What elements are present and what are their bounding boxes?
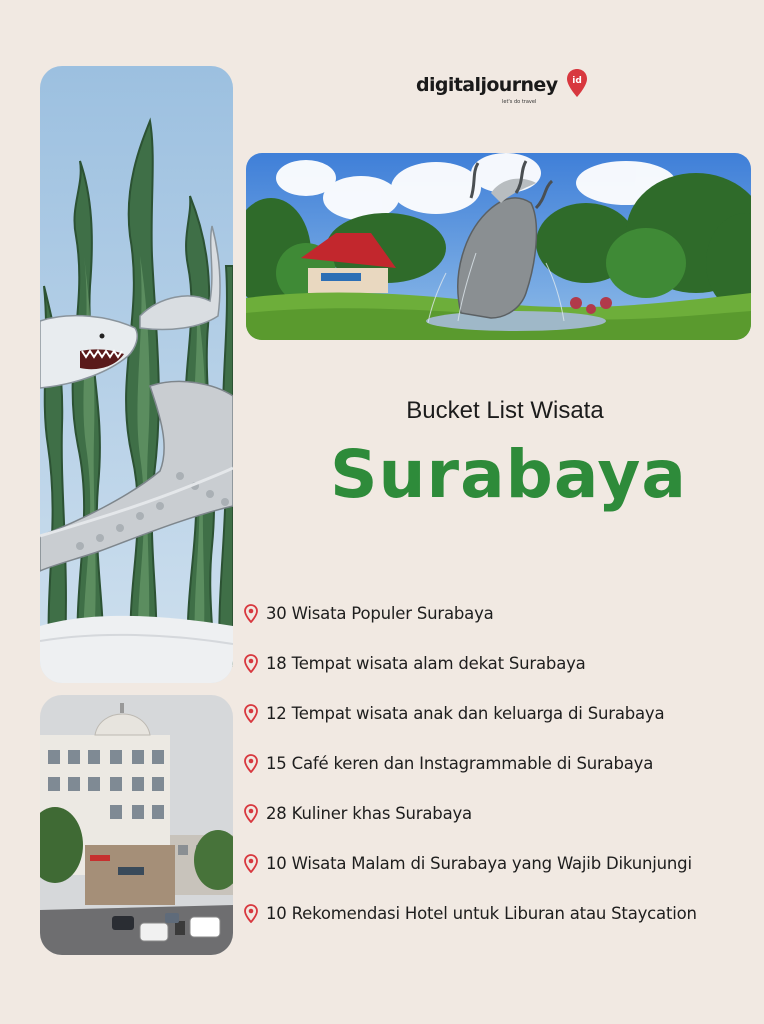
subtitle: Bucket List Wisata [406, 397, 604, 424]
list-item-label: 15 Café keren dan Instagrammable di Surabaya [266, 753, 654, 773]
location-pin-icon [244, 604, 258, 623]
list-item-label: 30 Wisata Populer Surabaya [266, 603, 494, 623]
list-item-label: 12 Tempat wisata anak dan keluarga di Surabaya [266, 703, 665, 723]
list-item-label: 18 Tempat wisata alam dekat Surabaya [266, 653, 586, 673]
list-item-label: 28 Kuliner khas Surabaya [266, 803, 472, 823]
location-pin-icon [244, 704, 258, 723]
list-item[interactable] [244, 738, 759, 788]
list-item-label: 10 Wisata Malam di Surabaya yang Wajib Dikunjungi [266, 853, 692, 873]
logo-badge: id [572, 76, 582, 86]
location-pin-icon [244, 754, 258, 773]
brand-logo [416, 68, 586, 110]
park-photo [246, 153, 751, 340]
logo-text: digitaljourney [416, 74, 558, 96]
location-pin-icon [244, 804, 258, 823]
list-item[interactable] [244, 688, 759, 738]
list-item[interactable] [244, 888, 759, 938]
list-item[interactable] [244, 838, 759, 888]
list-item-label: 10 Rekomendasi Hotel untuk Liburan atau Staycation [266, 903, 697, 923]
location-pin-icon [244, 904, 258, 923]
street-photo [40, 695, 233, 955]
statue-photo [40, 66, 233, 683]
location-pin-icon [566, 68, 588, 98]
page-title: Surabaya [330, 436, 687, 513]
location-pin-icon [244, 854, 258, 873]
list-item[interactable] [244, 588, 759, 638]
list-item[interactable] [244, 638, 759, 688]
bucket-list [244, 588, 759, 938]
location-pin-icon [244, 654, 258, 673]
logo-tagline: let's do travel [502, 99, 537, 105]
list-item[interactable] [244, 788, 759, 838]
